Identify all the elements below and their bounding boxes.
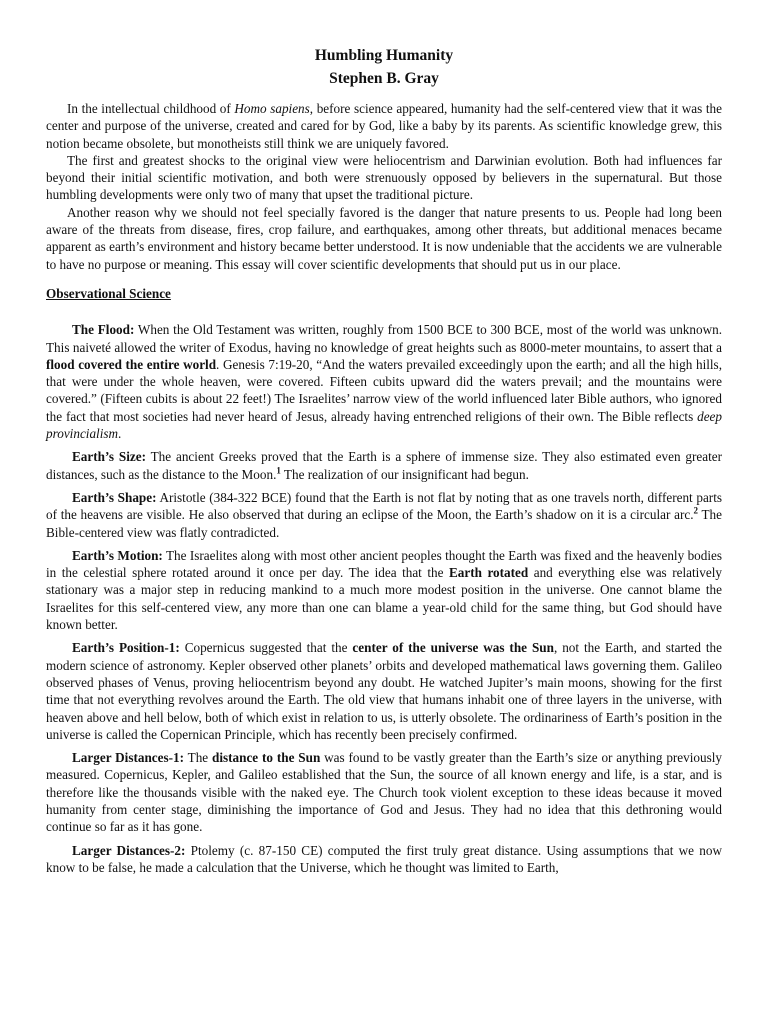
text-run: The Israelites along with most other ancient peoples thought the Earth was fixed and the heavenly bodies in the celestial sphere rotated around it once per day. The idea that the	[46, 547, 723, 581]
text-run: The	[184, 750, 212, 766]
bold-text: Earth’s Shape:	[72, 489, 157, 505]
bold-text: The Flood:	[72, 322, 135, 338]
document-author: Stephen B. Gray	[329, 70, 439, 87]
text-run: , before science appeared, humanity had the self-centered view that it was the center and purpose of the universe, created and cared for by God, like a baby by its parents. As scientific knowledge grew, this notion became obsolete, but monotheists still think we are uniquely favored.	[46, 101, 722, 151]
text-run: Ptolemy (c. 87-150 CE) computed the first truly great distance. Using assumptions that we now know to be false, he made a calculation that the Universe, which he thought was limited to Earth,	[46, 842, 722, 875]
text-run: .	[118, 426, 122, 442]
footnote-ref: 1	[276, 465, 281, 476]
intro-section	[46, 100, 722, 273]
bold-text: Larger Distances-2:	[72, 842, 186, 858]
document-page	[46, 44, 722, 882]
entry-larger-distances-2	[46, 842, 722, 877]
italic-text: deep provincialism	[46, 408, 722, 442]
intro-paragraph	[46, 204, 722, 273]
entry-earths-shape	[46, 489, 722, 541]
document-title: Humbling Humanity	[314, 47, 454, 64]
intro-paragraph	[46, 100, 722, 152]
bold-text: Earth’s Motion:	[72, 547, 163, 563]
intro-paragraph	[46, 152, 722, 204]
footnote-ref: 2	[693, 505, 699, 516]
entry-earths-size	[46, 448, 722, 483]
text-run: When the Old Testament was written, roughly from 1500 BCE to 300 BCE, most of the world was unknown. This naiveté allowed the writer of Exodus, having no knowledge of great heights such as 8000-meter mountains, to assert that a	[46, 322, 722, 355]
text-run: Another reason why we should not feel specially favored is the danger that nature presents to us. People had long been aware of the threats from disease, fires, crop failure, and earthquakes, among other threats, but additional menaces became apparent as earth’s environment and history became better understood. It is now undeniable that the accidents we are vulnerable to have no purpose or meaning. This essay will cover scientific developments that should put us in our place.	[46, 204, 722, 272]
bold-text: Larger Distances-1:	[72, 750, 185, 766]
text-run: Copernicus suggested that the	[179, 640, 353, 656]
italic-text: Homo sapiens	[234, 101, 310, 116]
text-run: The ancient Greeks proved that the Earth is a sphere of immense size. They also estimated even greater distances, such as the distance to the Moon.	[46, 449, 723, 482]
text-run: was found to be vastly greater than the Earth’s size or anything previously measured. Copernicus, Kepler, and Galileo established that the Sun, the source of all known energy and life, is a star, and is therefore like the thousands visible with the naked eye. The Church took violent exception to these ideas because it moved humanity from center stage, diminishing the importance of God and Jesus. They had no idea that this dethroning would continue so far as it has gone.	[46, 750, 722, 835]
text-run: The realization of our insignificant had begun.	[280, 466, 529, 482]
bold-text: center of the universe was the Sun	[352, 640, 554, 656]
bold-text: Earth rotated	[448, 565, 529, 581]
text-run: The first and greatest shocks to the original view were heliocentrism and Darwinian evolution. Both had influences far beyond their initial scientific motivation, and both were strenuously opposed by believers in the supernatural. But those humbling developments were only two of many that upset the traditional picture.	[46, 152, 722, 203]
entry-earths-motion	[46, 547, 722, 633]
section-heading: Observational Science	[46, 285, 171, 301]
entry-larger-distances-1	[46, 749, 722, 835]
entry-earths-position-1	[46, 639, 722, 743]
entries-section	[46, 321, 722, 876]
text-run: , not the Earth, and started the modern science of astronomy. Kepler observed other planets’ orbits and developed mathematical laws governing them. Galileo observed phases of Venus, proving heliocentrism beyond any doubt. He watched Jupiter’s main moons, showing for the first time that not everything revolves around the Earth. The old view that humans inhabit one of three layers in the universe, with heaven above and hell below, both of which exist in relation to us, is utterly obsolete. The ordinariness of Earth’s position in the universe is called the Copernican Principle, which has recently been precisely confirmed.	[46, 640, 722, 742]
bold-text: flood covered the entire world	[46, 356, 217, 372]
bold-text: Earth’s Position-1:	[72, 640, 180, 656]
bold-text: distance to the Sun	[212, 750, 321, 766]
text-run: . Genesis 7:19-20, “And the waters prevailed exceedingly upon the earth; and all the high hills, that were under the whole heaven, were covered. Fifteen cubits upward did the waters prevail; and the mountains were covered.” (Fifteen cubits is about 22 feet!) The Israelites’ narrow view of the world influenced later Bible authors, who ignored the fact that most societies had never heard of Jesus, already having entrenched religions of their own. The Bible reflects	[46, 356, 722, 424]
text-run: and everything else was relatively stationary was a major step in reducing mankind to a much more modest position in the universe. One cannot blame the Israelites for this self-centered view, any more than one can blame a year-old child for the same thing, but God should have known better.	[46, 565, 722, 633]
entry-the-flood	[46, 321, 722, 442]
text-run: In the intellectual childhood of	[67, 101, 235, 116]
bold-text: Earth’s Size:	[72, 449, 146, 465]
text-run: The Bible-centered view was flatly contradicted.	[46, 507, 722, 540]
text-run: Aristotle (384-322 BCE) found that the Earth is not flat by noting that as one travels north, different parts of the heavens are visible. He also observed that during an eclipse of the Moon, the Earth’s shadow on it is a circular arc.	[46, 489, 722, 523]
